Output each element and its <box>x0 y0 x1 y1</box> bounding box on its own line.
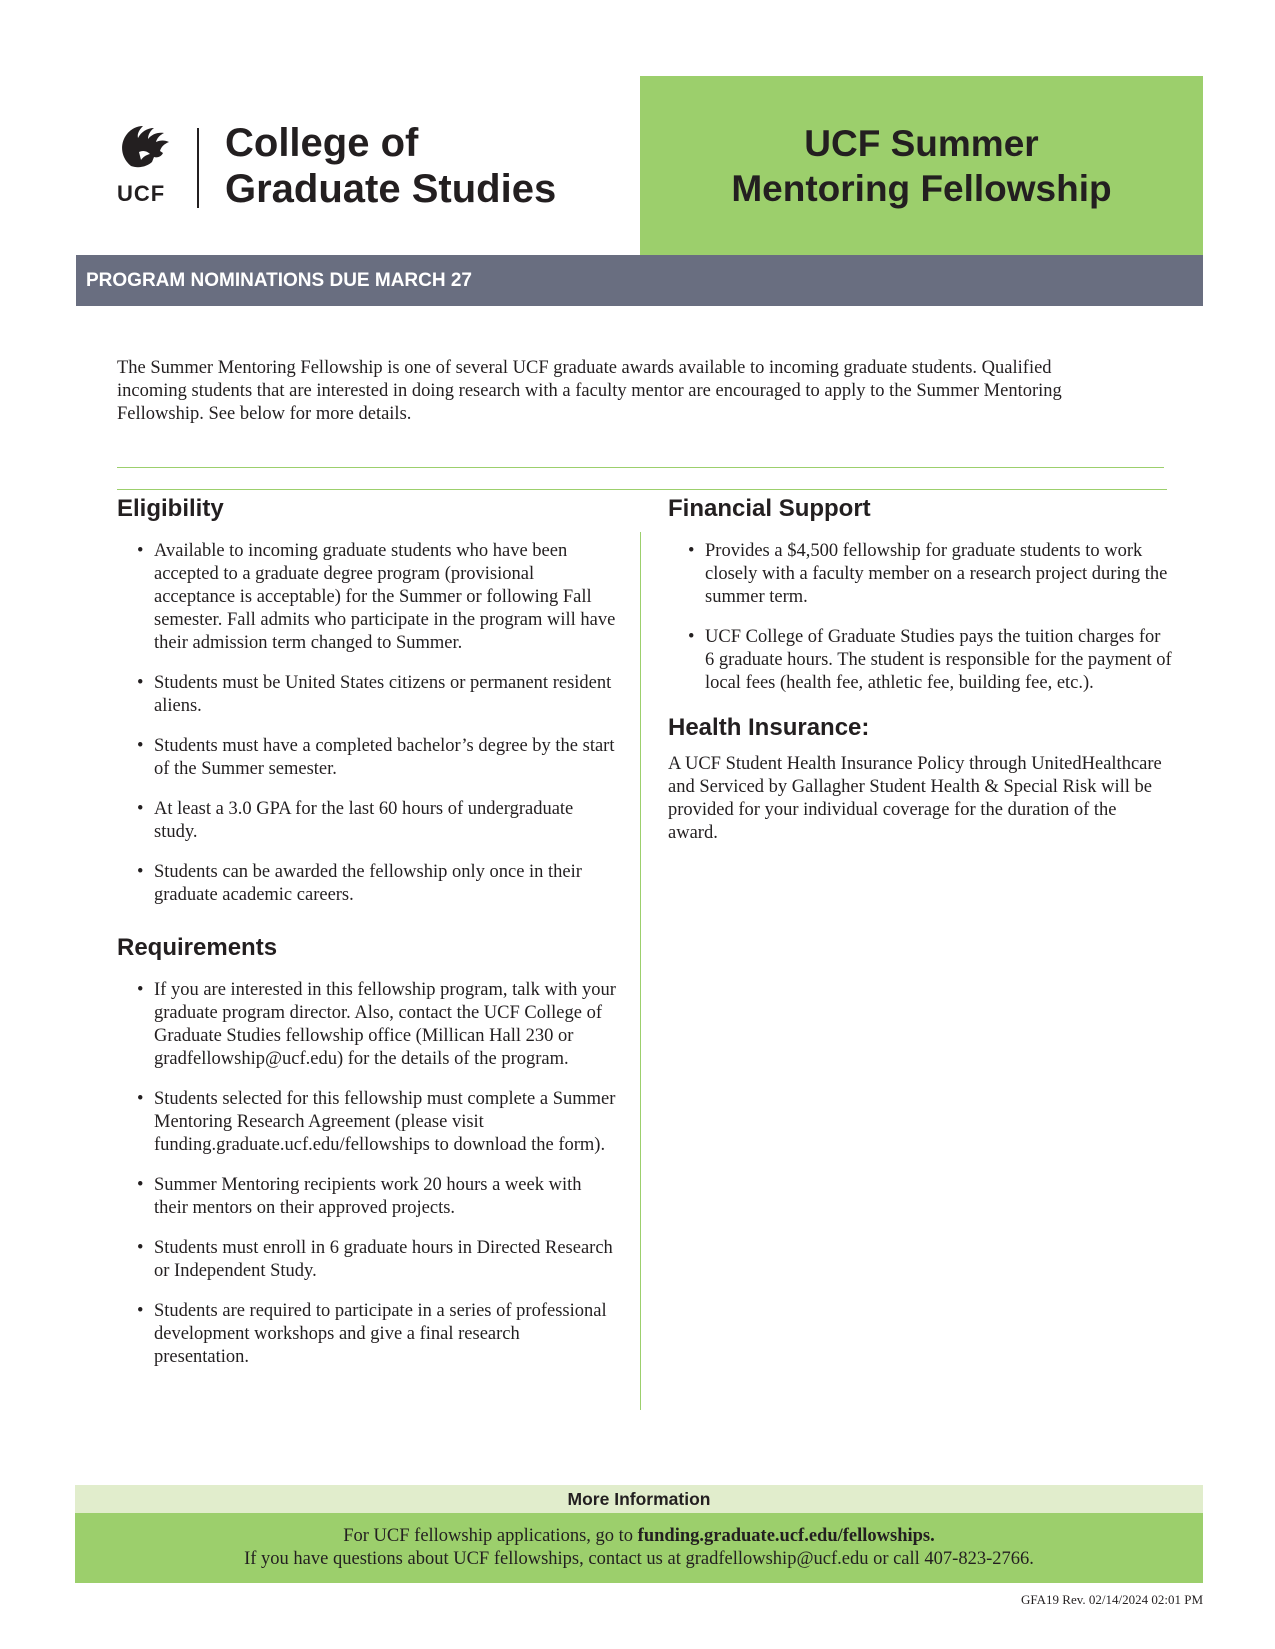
requirements-list <box>117 979 617 1369</box>
health-insurance-text: A UCF Student Health Insurance Policy through UnitedHealthcare and Serviced by Gallagher Student Health & Special Risk will be provided for your individual coverage for the duration of the award. <box>668 754 1162 843</box>
financial-support-item: • Provides a $4,500 fellowship for graduate students to work closely with a faculty member on a research project during the summer term. <box>668 540 1173 609</box>
eligibility-item: • Students must have a completed bachelor’s degree by the start of the Summer semester. <box>117 735 617 781</box>
document-title-line1: UCF Summer <box>804 122 1039 164</box>
eligibility-list <box>117 540 617 907</box>
requirements-item: • Summer Mentoring recipients work 20 hours a week with their mentors on their approved projects. <box>117 1174 617 1220</box>
more-information-line2: If you have questions about UCF fellowships, contact us at gradfellowship@ucf.edu or call 407-823-2766. <box>244 1549 1034 1569</box>
more-information-box <box>75 1513 1203 1583</box>
requirements-item: • Students selected for this fellowship must complete a Summer Mentoring Research Agreement (please visit funding.graduate.ucf.edu/fellowships to download the form). <box>117 1088 617 1157</box>
requirements-item: • Students are required to participate in a series of professional development workshops and give a final research presentation. <box>117 1300 617 1369</box>
divider-line <box>117 467 1164 468</box>
eligibility-item: • Students must be United States citizens or permanent resident aliens. <box>117 672 617 718</box>
right-column <box>668 493 1173 845</box>
nominations-due-banner <box>76 255 1203 306</box>
requirements-item: • Students must enroll in 6 graduate hours in Directed Research or Independent Study. <box>117 1237 617 1283</box>
eligibility-heading: Eligibility <box>117 495 224 522</box>
college-name <box>225 120 556 212</box>
eligibility-item: • At least a 3.0 GPA for the last 60 hours of undergraduate study. <box>117 798 617 844</box>
ucf-logo-word: UCF <box>117 181 166 206</box>
left-column <box>117 493 617 1386</box>
eligibility-item: • Available to incoming graduate students who have been accepted to a graduate degree program (provisional acceptance is acceptable) for the Summer or following Fall semester. Fall admits who participate in the program will have their admission term changed to Summer. <box>117 540 617 655</box>
document-title-line2: Mentoring Fellowship <box>731 167 1112 209</box>
divider-line <box>117 489 1167 490</box>
financial-support-item: • UCF College of Graduate Studies pays the tuition charges for 6 graduate hours. The student is responsible for the payment of local fees (health fee, athletic fee, building fee, etc.). <box>668 626 1173 695</box>
more-information-line1 <box>343 1525 935 1548</box>
revision-code: GFA19 Rev. 02/14/2024 02:01 PM <box>1020 1592 1203 1607</box>
logo-divider <box>197 128 199 208</box>
pegasus-icon <box>117 122 173 174</box>
financial-support-heading: Financial Support <box>668 495 871 522</box>
column-divider <box>640 532 641 1410</box>
nominations-due-text: PROGRAM NOMINATIONS DUE MARCH 27 <box>86 269 472 291</box>
document-title <box>712 121 1132 211</box>
college-name-line1: College of <box>225 121 419 165</box>
more-information-heading: More Information <box>75 1485 1203 1513</box>
health-insurance-heading: Health Insurance: <box>668 714 870 741</box>
title-box <box>640 76 1203 255</box>
intro-paragraph: The Summer Mentoring Fellowship is one of several UCF graduate awards available to incoming graduate students. Qualified incoming students that are interested in doing research with a faculty mentor are encouraged to apply to the Summer Mentoring Fellowship. See below for more details. <box>117 358 1062 424</box>
more-information-line1-text: For UCF fellowship applications, go to <box>343 1526 638 1546</box>
eligibility-item: • Students can be awarded the fellowship only once in their graduate academic careers. <box>117 861 617 907</box>
financial-support-list <box>668 540 1173 695</box>
requirements-item: • If you are interested in this fellowship program, talk with your graduate program director. Also, contact the UCF College of Graduate Studies fellowship office (Millican Hall 230 or gradfellowship@ucf.edu) for the details of the program. <box>117 979 617 1071</box>
fellowships-link[interactable]: funding.graduate.ucf.edu/fellowships. <box>637 1526 935 1546</box>
ucf-logo <box>117 118 637 218</box>
requirements-heading: Requirements <box>117 934 278 961</box>
college-name-line2: Graduate Studies <box>225 167 557 211</box>
